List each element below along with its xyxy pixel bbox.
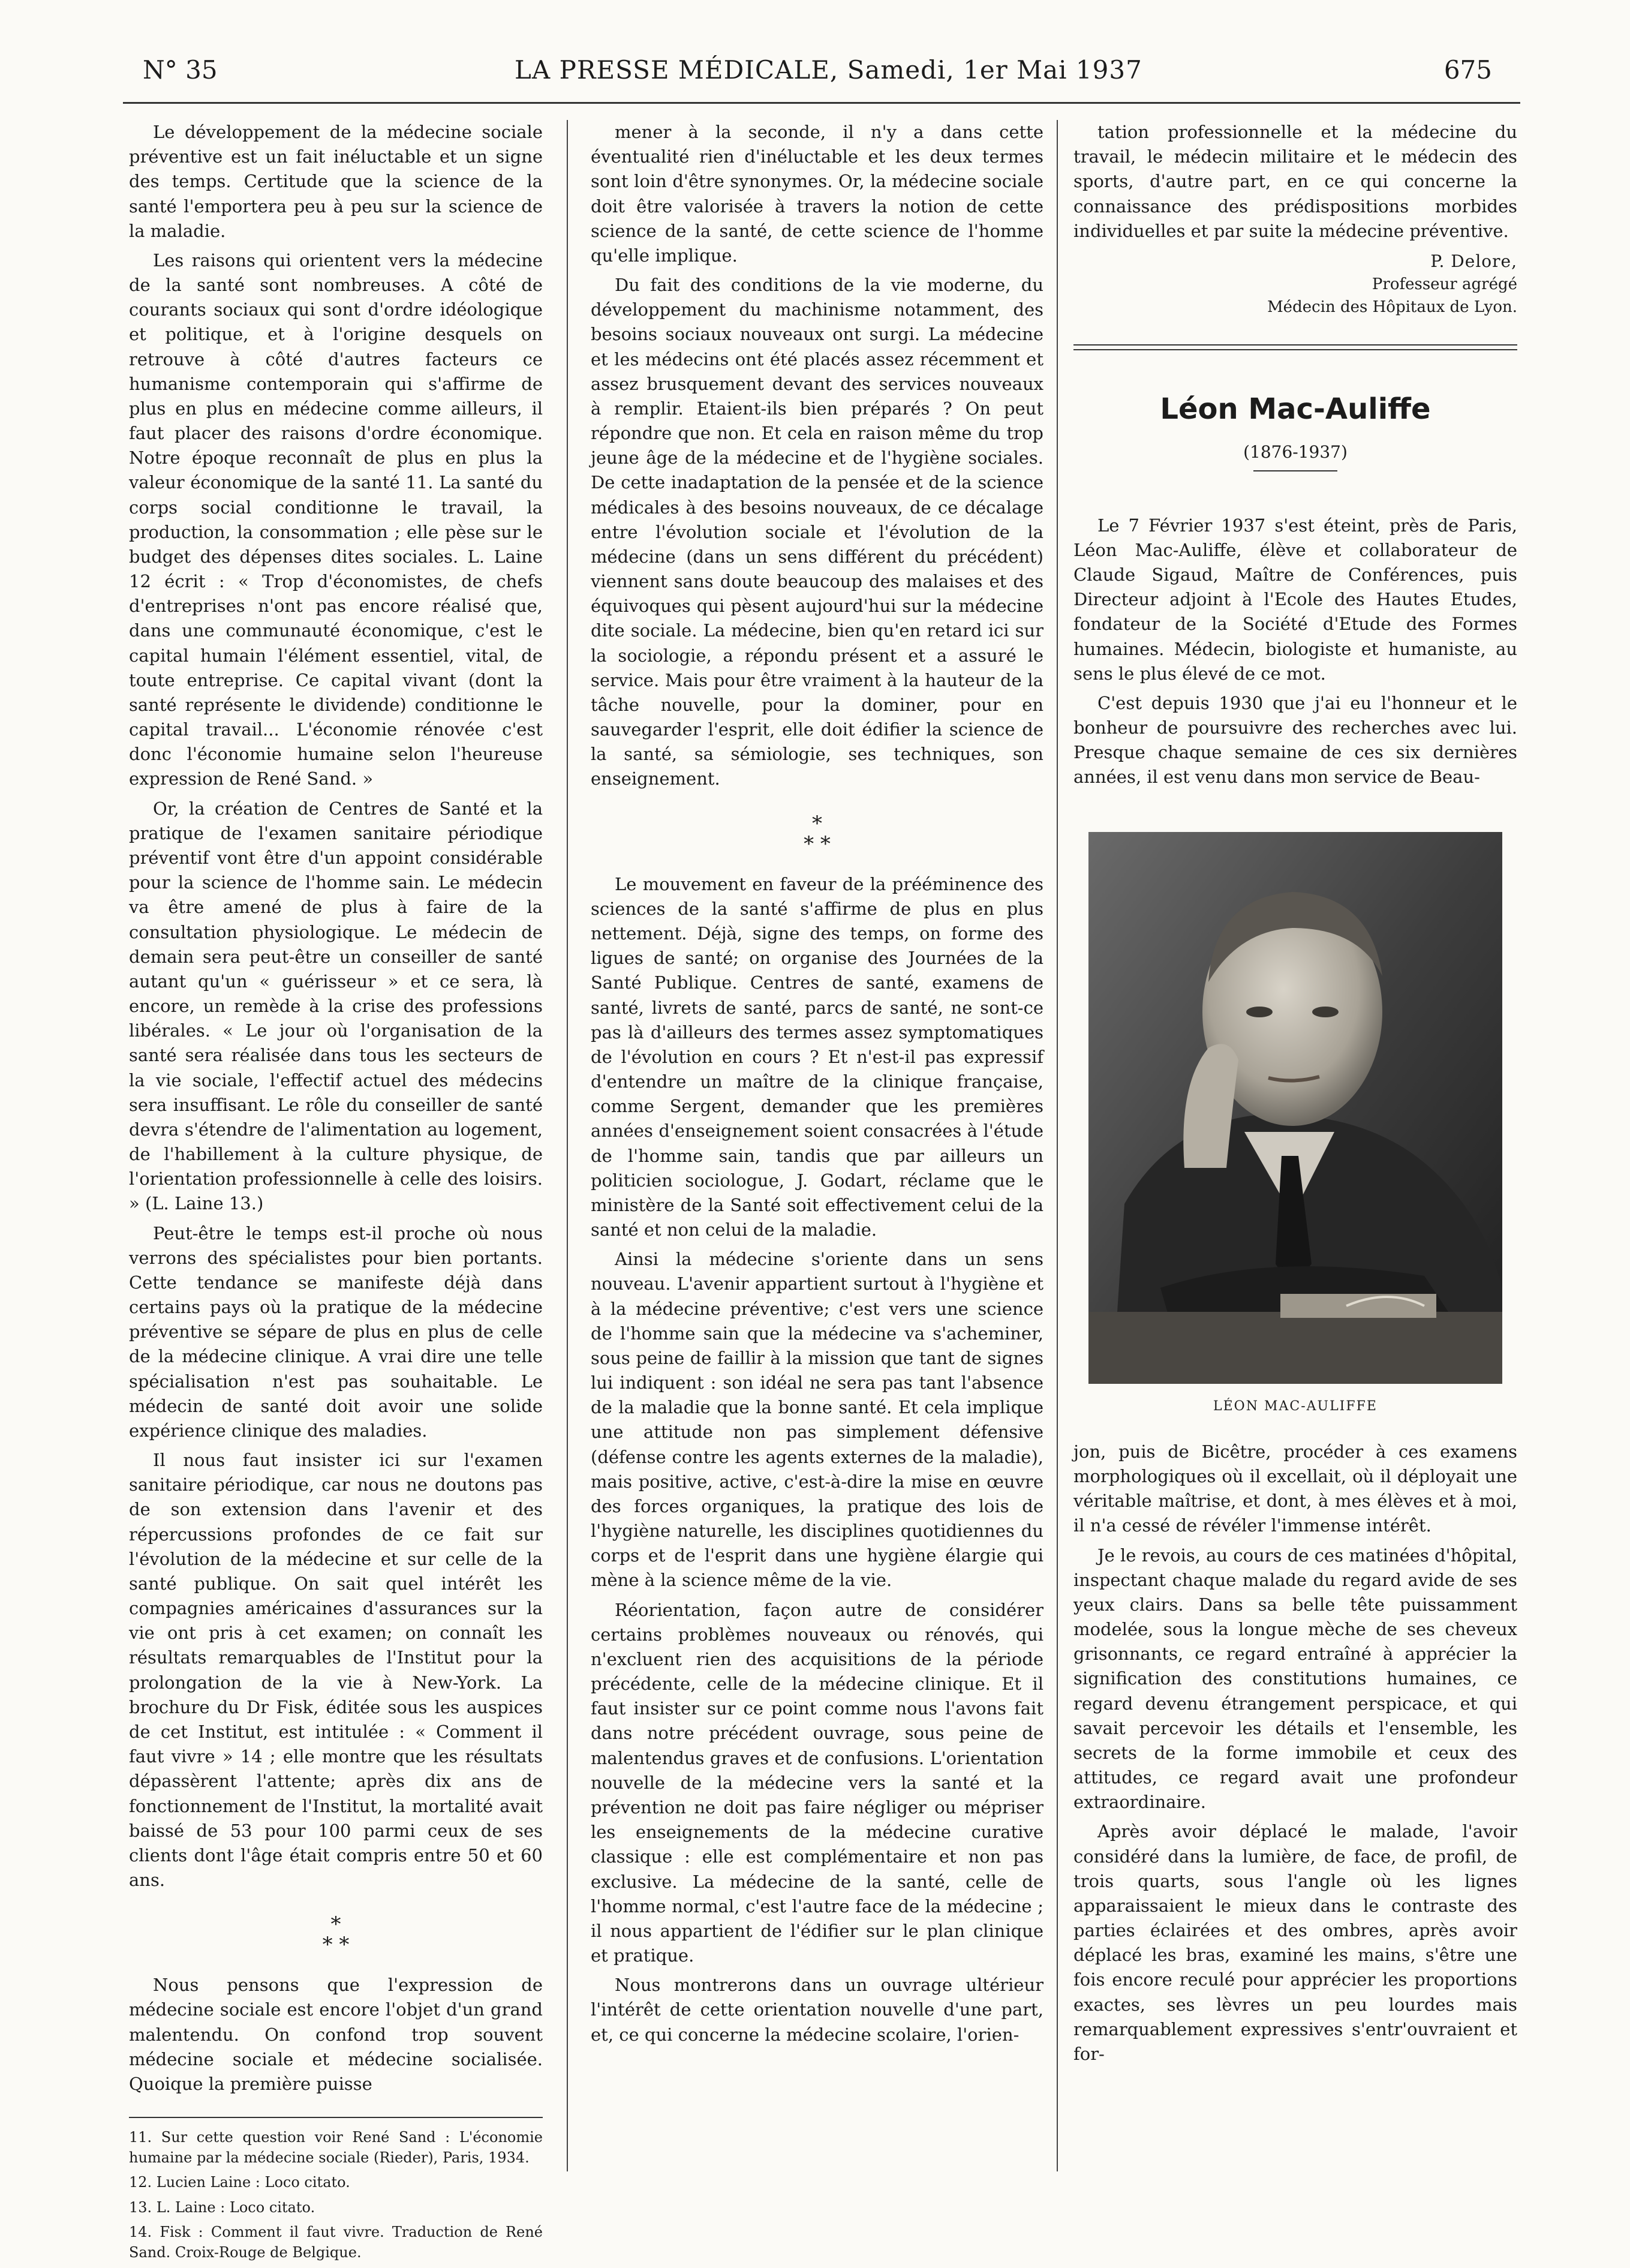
section-double-rule	[1073, 344, 1517, 350]
obituary-title: Léon Mac-Auliffe	[1160, 392, 1431, 426]
section-separator: * * *	[322, 1912, 350, 1957]
footnote-12: 12. Lucien Laine : Loco citato.	[129, 2174, 350, 2191]
paragraph: Réorientation, façon autre de considérer certains problèmes nouveaux ou rénovés, qui n'excluent rien des acquisitions de la période précédente, celle de la médecine clinique. Et il faut insister sur ce point comme nous l'avons fait dans notre précédent ouvrage, sous peine de malentendus graves et de confusions. L'orientation nouvelle de la médecine vers la santé et la prévention ne doit pas faire négliger ou mépriser les enseignements de la médecine curative classique : elle est complémentaire et non pas exclusive. La médecine de la santé, celle de l'homme normal, c'est l'autre face de la médecine ; il nous appartient de l'édifier sur le plan clinique et pratique.	[591, 1599, 1043, 1966]
column-divider	[1057, 120, 1058, 2171]
paragraph: jon, puis de Bicêtre, procéder à ces examens morphologiques où il excellait, où il déployait une véritable maîtrise, et dont, à mes élèves et à moi, il n'a cessé de révéler l'immense intérêt.	[1073, 1441, 1517, 1536]
paragraph: Les raisons qui orientent vers la médecine de la santé sont nombreuses. A côté de courants sociaux qui sont d'ordre idéologique et politique, et à l'origine desquels on retrouve à côté d'autres facteurs ce humanisme contemporain qui s'affirme de plus en plus en médecine comme ailleurs, il faut placer des raisons d'ordre économique. Notre époque reconnaît de plus en plus la valeur économique de la santé 11. La santé du corps social conditionne le travail, la production, la consommation ; elle pèse sur le budget des dépenses dites sociales. L. Laine 12 écrit : « Trop d'économistes, de chefs d'entreprises n'ont pas encore réalisé que, dans une communauté économique, c'est le capital humain l'élément essentiel, vital, de toute entreprise. Ce capital vivant (dont la santé représente le dividende) conditionne le capital travail... L'économie rénovée c'est donc l'économie humaine selon l'heureuse expression de René Sand. »	[129, 250, 543, 789]
paragraph: Après avoir déplacé le malade, l'avoir considéré dans la lumière, de face, de profil, de trois quarts, sous l'angle où les lignes apparaissaient le mieux dans le contraste des parties éclairées et des ombres, après avoir déplacé les bras, examiné les mains, s'être une fois encore reculé pour apprécier les proportions exactes, ses lèvres un peu lourdes mais remarquablement expressives s'entr'ouvraient et for-	[1073, 1821, 1517, 2064]
obituary-dates: (1876-1937)	[1243, 441, 1348, 462]
column-2	[591, 120, 1043, 2052]
portrait-illustration	[1088, 832, 1502, 1384]
paragraph: Le développement de la médecine sociale préventive est un fait inéluctable et un signe des temps. Certitude que la science de la santé l'emportera peu à peu sur la science de la maladie.	[129, 122, 543, 241]
paragraph: Or, la création de Centres de Santé et la pratique de l'examen sanitaire périodique préventif vont être d'un appoint considérable pour la science de l'homme sain. Le médecin va être amené de plus à faire de la consultation physiologique. Le médecin de demain sera peut-être un conseiller de santé autant qu'un « guérisseur » et ce sera, là encore, un remède à la crise des professions libérales. « Le jour où l'organisation de la santé sera réalisée dans tous les secteurs de la vie sociale, l'effectif actuel des médecins sera insuffisant. Le rôle du conseiller de santé devra s'étendre de l'alimentation au logement, de l'habillement à la culture physique, de l'orientation professionnelle à celle des loisirs. » (L. Laine 13.)	[129, 798, 543, 1214]
column-1	[129, 120, 543, 2268]
footnote-rule	[129, 2117, 543, 2118]
journal-title: LA PRESSE MÉDICALE, Samedi, 1er Mai 1937	[515, 55, 1142, 85]
paragraph: Ainsi la médecine s'oriente dans un sens nouveau. L'avenir appartient surtout à l'hygiène et à la médecine préventive; c'est vers une science de l'homme sain que la médecine va s'acheminer, sous peine de faillir à la mission que tant de signes lui indiquent : son idéal ne sera pas tant l'absence de la maladie que la bonne santé. Et cela implique une attitude non pas simplement défensive (défense contre les agents externes de la maladie), mais positive, active, c'est-à-dire la mise en œuvre des forces organiques, la pratique des lois de l'hygiène naturelle, les disciplines quotidiennes du corps et de l'esprit dans une hygiène élargie qui mène à la science même de la vie.	[591, 1249, 1043, 1591]
section-separator: * * *	[804, 811, 831, 856]
header-rule	[123, 102, 1520, 104]
paragraph: Il nous faut insister ici sur l'examen sanitaire périodique, car nous ne doutons pas de son extension dans l'avenir et des répercussions profondes de ce fait sur l'évolution de la médecine et sur celle de la santé publique. On sait quel intérêt les compagnies américaines d'assurances sur la vie ont pris à cet examen; on connaît les résultats remarquables de l'Institut pour la prolongation de la vie à New-York. La brochure du Dr Fisk, éditée sous les auspices de cet Institut, est intitulée : « Comment il faut vivre » 14 ; elle montre que les résultats dépassèrent l'attente; après dix ans de fonctionnement de l'Institut, la mortalité avait baissé de 53 pour 100 parmi ceux de ses clients dont l'âge était compris entre 50 et 60 ans.	[129, 1450, 543, 1891]
title-rule	[1253, 470, 1337, 471]
paragraph: Nous montrerons dans un ouvrage ultérieur l'intérêt de cette orientation nouvelle d'une part, et, ce qui concerne la médecine scolaire, l'orien-	[591, 1975, 1043, 2045]
column-divider	[567, 120, 568, 2171]
running-header	[143, 55, 1492, 103]
column-3	[1073, 120, 1517, 2071]
paragraph: C'est depuis 1930 que j'ai eu l'honneur et le bonheur de poursuivre des recherches avec lui. Presque chaque semaine de ces six dernières années, il est venu dans mon service de Beau-	[1073, 692, 1517, 788]
paragraph: mener à la seconde, il n'y a dans cette éventualité rien d'inéluctable et les deux termes sont loin d'être synonymes. Or, la médecine sociale doit être valorisée à travers la notion de cette science de la santé, de cette science de l'homme qu'elle implique.	[591, 122, 1043, 266]
paragraph: Le 7 Février 1937 s'est éteint, près de Paris, Léon Mac-Auliffe, élève et collaborateur de Claude Sigaud, Maître de Conférences, puis Directeur adjoint à l'Ecole des Hautes Etudes, fondateur de la Société d'Etude des Formes humaines. Médecin, biologiste et humaniste, au sens le plus élevé de ce mot.	[1073, 515, 1517, 684]
paragraph: Peut-être le temps est-il proche où nous verrons des spécialistes pour bien portants. Cette tendance se manifeste déjà dans certains pays où la pratique de la médecine préventive se sépare de plus en plus de celle de la médecine clinique. A vrai dire une telle spécialisation n'est pas souhaitable. Le médecin de santé doit avoir une solide expérience clinique des maladies.	[129, 1222, 543, 1441]
page-number: 675	[1443, 55, 1492, 85]
footnote-14: 14. Fisk : Comment il faut vivre. Traduction de René Sand. Croix-Rouge de Belgique.	[129, 2224, 543, 2261]
footnote-13: 13. L. Laine : Loco citato.	[129, 2198, 315, 2216]
paragraph: Du fait des conditions de la vie moderne, du développement du machinisme notamment, des besoins sociaux nouveaux ont surgi. La médecine et les médecins ont été placés assez récemment et assez brusquement devant des services nouveaux à remplir. Etaient-ils bien préparés ? On peut répondre que non. Et cela en raison même du trop jeune âge de la médecine et de l'hygiène sociales. De cette inadaptation de la pensée et de la science médicales à des besoins nouveaux, de ce décalage entre l'évolution sociale et l'évolution de la médecine (dans un sens différent du précédent) viennent sans doute beaucoup des malaises et des équivoques qui pèsent aujourd'hui sur la médecine dite sociale. La médecine, bien qu'en retard ici sur la sociologie, a répondu présent et a assuré le service. Mais pour être vraiment à la hauteur de la tâche nouvelle, pour la dominer, pour en sauvegarder l'esprit, elle doit édifier la science de la santé, sa sémiologie, ses techniques, son enseignement.	[591, 275, 1043, 789]
photo-caption: LÉON MAC-AULIFFE	[1213, 1398, 1378, 1414]
author-name: P. Delore,	[1430, 251, 1517, 271]
author-institution: Médecin des Hôpitaux de Lyon.	[1267, 298, 1517, 317]
issue-number: N° 35	[143, 55, 218, 85]
signature-block	[1073, 250, 1517, 319]
paragraph: Nous pensons que l'expression de médecine sociale est encore l'objet d'un grand malentendu. On confond trop souvent médecine sociale et médecine socialisée. Quoique la première puisse	[129, 1975, 543, 2094]
portrait-photo	[1088, 832, 1502, 1384]
paragraph: tation professionnelle et la médecine du travail, le médecin militaire et le médecin des sports, d'autre part, en ce qui concerne la connaissance des prédispositions morbides individuelles et par suite la médecine préventive.	[1073, 122, 1517, 241]
footnote-11: 11. Sur cette question voir René Sand : L'économie humaine par la médecine sociale (Rieder), Paris, 1934.	[129, 2129, 543, 2166]
paragraph: Je le revois, au cours de ces matinées d'hôpital, inspectant chaque malade du regard avide de ses yeux clairs. Dans sa belle tête puissamment modelée, sous la longue mèche de ses cheveux grisonnants, ce regard entraîné à apprécier la signification des constitutions humaines, ce regard devenu étrangement perspicace, et qui savait percevoir les détails et l'ensemble, les secrets de la forme immobile et ceux des attitudes, ce regard avait une profondeur extraordinaire.	[1073, 1545, 1517, 1813]
paragraph: Le mouvement en faveur de la prééminence des sciences de la santé s'affirme de plus en plus nettement. Déjà, signe des temps, on forme des ligues de santé; on organise des Journées de la Santé Publique. Centres de santé, examens de santé, livrets de santé, parcs de santé, ne sont-ce pas là d'ailleurs des termes assez symptomatiques de l'évolution en cours ? Et n'est-il pas expressif d'entendre un maître de la clinique française, comme Sergent, demander que les premières années d'enseignement soient consacrées à l'étude de l'homme sain, tandis que par ailleurs un politicien sociologue, J. Godart, réclame que le ministère de la Santé soit effectivement celui de la santé et non celui de la maladie.	[591, 873, 1043, 1240]
author-role: Professeur agrégé	[1372, 275, 1517, 294]
